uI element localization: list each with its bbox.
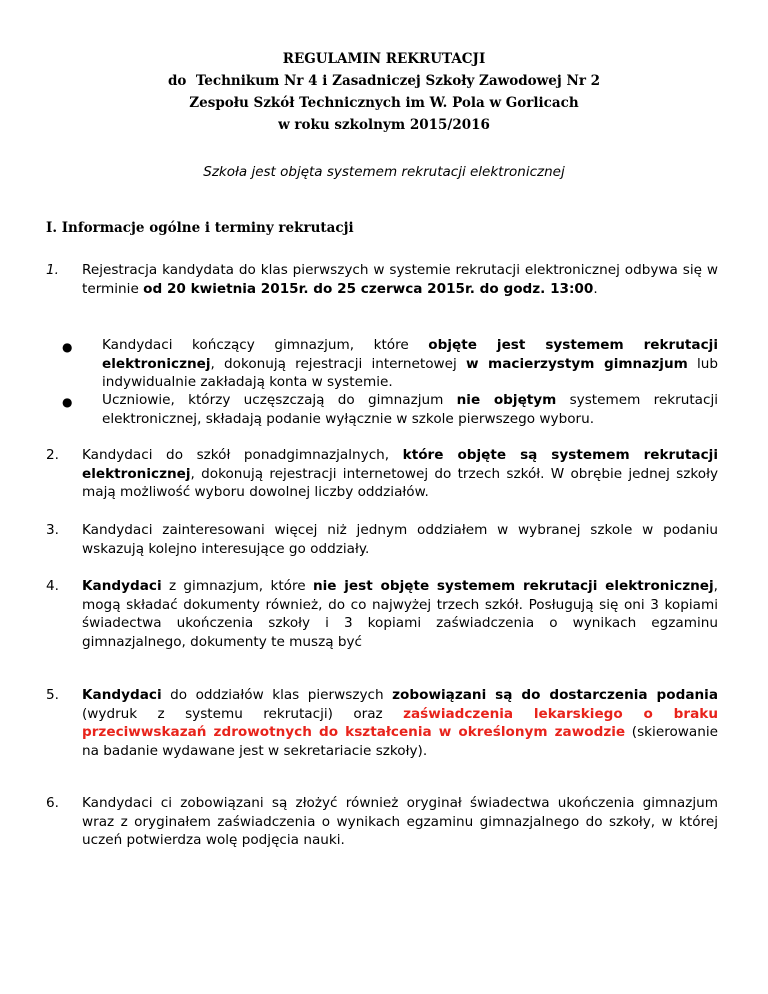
paragraph-text bbox=[82, 261, 718, 298]
text-run: do oddziałów klas pierwszych bbox=[161, 687, 393, 703]
paragraph-text: Kandydaci ci zobowiązani są złożyć również oryginał świadectwa ukończenia gimnazjum wraz z oryginałem zaświadczenia o wynikach egzaminu gimnazjalnego do szkoły, w której uczeń potwierdza wolę podjęcia nauki. bbox=[82, 795, 718, 848]
text-run-bold: które objęte są systemem rekrutacji elektronicznej bbox=[82, 447, 718, 482]
text-run-bold: Kandydaci bbox=[82, 687, 162, 703]
text-run: , dokonują rejestracji internetowej bbox=[210, 355, 466, 372]
document-subtitle: Szkoła jest objęta systemem rekrutacji elektronicznej bbox=[203, 164, 565, 180]
paragraph-text: Kandydaci zainteresowani więcej niż jednym oddziałem w wybranej szkole w podaniu wskazują kolejno interesujące go oddziały. bbox=[82, 522, 718, 557]
text-run-bold: objęte jest systemem rekrutacji elektronicznej bbox=[102, 337, 718, 372]
bullet-icon: ● bbox=[62, 340, 73, 354]
text-run-bold: w macierzystym gimnazjum bbox=[465, 355, 688, 372]
date-range: od 20 kwietnia 2015r. do 25 czerwca 2015r. do godz. 13:00 bbox=[143, 280, 594, 297]
section-heading: I. Informacje ogólne i terminy rekrutacji bbox=[46, 220, 354, 236]
paragraph-text bbox=[82, 446, 718, 502]
paragraph-number: 6. bbox=[46, 795, 59, 811]
bullet-item-1 bbox=[102, 336, 718, 392]
title-line-3: Zespołu Szkół Technicznych im W. Pola w Gorlicach bbox=[189, 95, 579, 111]
title-line-2: do Technikum Nr 4 i Zasadniczej Szkoły Zawodowej Nr 2 bbox=[167, 73, 601, 89]
text-run: , mogą składać dokumenty również, do co najwyżej trzech szkół. Posługują się oni 3 kopiami świadectwa ukończenia szkoły i 3 kopiami zaświadczenia o wynikach egzaminu gimnazjalnego, dokumenty te muszą być bbox=[82, 578, 718, 650]
paragraph-text bbox=[82, 577, 718, 651]
text-run-bold: nie jest objęte systemem rekrutacji elektronicznej bbox=[312, 578, 714, 594]
text-run: , dokonują rejestracji internetowej do trzech szkół. W obrębie jednej szkoły mają możliwość wyboru dowolnej liczby oddziałów. bbox=[82, 465, 718, 500]
text-run: Uczniowie, którzy uczęszczają do gimnazjum bbox=[102, 392, 457, 408]
highlighted-requirement: zaświadczenia lekarskiego o braku przeciwwskazań zdrowotnych do kształcenia w określonym zawodzie bbox=[82, 705, 718, 740]
paragraph-number: 5. bbox=[46, 687, 59, 703]
text-run-bold: Kandydaci bbox=[82, 578, 162, 594]
title-line-1: REGULAMIN REKRUTACJI bbox=[282, 51, 486, 67]
bullet-item-2 bbox=[102, 391, 718, 428]
paragraph-number: 2. bbox=[46, 447, 59, 463]
text-run: Kandydaci kończący gimnazjum, które bbox=[102, 337, 429, 353]
paragraph-number: 4. bbox=[46, 578, 59, 594]
paragraph-number: 3. bbox=[46, 522, 59, 538]
text-run: Kandydaci do szkół ponadgimnazjalnych, bbox=[82, 447, 403, 463]
text-run: z gimnazjum, które bbox=[161, 578, 313, 594]
bullet-icon: ● bbox=[62, 395, 73, 409]
text-run: Rejestracja kandydata do klas pierwszych w systemie rekrutacji elektronicznej odbywa się w terminie bbox=[82, 262, 718, 297]
text-run: (skierowanie na badanie wydawane jest w sekretariacie szkoły). bbox=[82, 724, 719, 759]
text-run-bold: nie objętym bbox=[456, 392, 557, 408]
text-run: systemem rekrutacji elektronicznej, składają podanie wyłącznie w szkole pierwszego wyboru. bbox=[102, 392, 719, 427]
text-run-bold: zobowiązani są do dostarczenia podania bbox=[392, 687, 719, 703]
text-run: . bbox=[593, 280, 598, 297]
paragraph-number: 1. bbox=[46, 262, 59, 278]
title-line-4: w roku szkolnym 2015/2016 bbox=[278, 117, 490, 133]
text-run: lub indywidualnie zakładają konta w systemie. bbox=[102, 355, 718, 390]
text-run: (wydruk z systemu rekrutacji) oraz bbox=[82, 705, 404, 722]
paragraph-text bbox=[82, 686, 718, 760]
document-title bbox=[0, 48, 768, 136]
